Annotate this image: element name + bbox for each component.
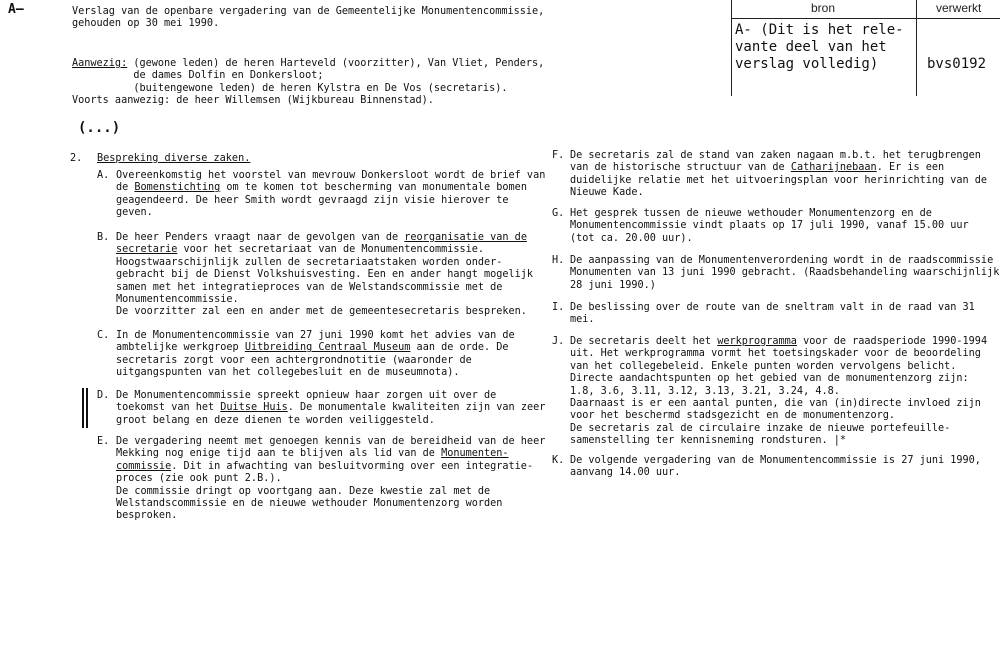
paragraph-line [570, 267, 999, 279]
text-segment: toekomst van het [116, 402, 221, 414]
paragraph-line [116, 390, 545, 402]
underlined-term: Catharijnebaan [790, 162, 877, 174]
paragraph-line [570, 220, 969, 232]
paragraph-line [570, 187, 987, 199]
paragraph-line [570, 435, 987, 447]
paragraph-line [570, 302, 975, 314]
item-letter-E: E. [97, 436, 110, 447]
paragraph-line [116, 244, 533, 256]
text-segment: Het gesprek tussen de nieuwe wethouder Monumentenzorg en de [570, 208, 932, 219]
text-segment: Directe aandachtspunten op het gebied van de monumentenzorg zijn: [570, 373, 969, 385]
text-segment: . De monumentale kwaliteiten zijn van zeer [287, 402, 546, 414]
paragraph-line [116, 510, 545, 522]
paragraph-line [116, 367, 515, 379]
title-line: Verslag van de openbare vergadering van de Gemeentelijke Monumentencommissie, [72, 6, 545, 17]
aanwezig-label: Aanwezig: [72, 58, 128, 69]
table-border-left [731, 0, 732, 96]
text-segment: geagendeerd. De heer Smith wordt gevraagd zijn visie hierover te [116, 194, 509, 206]
paragraph-line [570, 280, 999, 292]
item-A-text [116, 170, 545, 220]
underlined-term: reorganisatie van de [404, 232, 527, 243]
item-K-text [570, 455, 981, 480]
item-E-text [116, 436, 545, 523]
item-letter-J: J. [552, 336, 565, 347]
text-segment: 28 juni 1990.) [570, 279, 656, 291]
text-segment: samen met het integratieproces van de Welstandscommissie met de [116, 281, 503, 293]
item-J-text [570, 336, 987, 448]
text-segment: De secretaris zal de stand van zaken nagaan m.b.t. het terugbrengen [570, 150, 981, 161]
bron-note-line: verslag volledig) [735, 56, 879, 72]
text-segment: aanvang 14.00 uur. [570, 467, 681, 479]
paragraph-line [116, 448, 545, 460]
paragraph-line [116, 355, 515, 367]
text-segment: uit. Het werkprogramma vormt het toetsingskader voor de beoordeling [570, 348, 981, 360]
text-segment: van de historische structuur van de [570, 162, 791, 174]
paragraph-line [570, 233, 969, 245]
text-segment: gebracht bij de Dienst Volkshuisvesting. Een en ander hangt mogelijk [116, 269, 534, 281]
text-segment: besproken. [116, 510, 178, 522]
text-segment: aan de orde. De [410, 342, 509, 354]
paragraph-line [116, 461, 545, 473]
item-letter-K: K. [552, 455, 565, 466]
paragraph-line [116, 207, 545, 219]
text-segment: samenstelling ter kennisneming rondsturen. |* [570, 435, 847, 447]
paragraph-line [116, 282, 533, 294]
text-segment: De heer Penders vraagt naar de gevolgen van de [116, 232, 405, 243]
paragraph-line [570, 314, 975, 326]
ellipsis: (...) [78, 120, 121, 136]
text-segment: Overeenkomstig het voorstel van mevrouw Donkersloot wordt de brief van [116, 170, 546, 181]
paragraph-line [116, 182, 545, 194]
text-segment: In de Monumentencommissie van 27 juni 1990 komt het advies van de [116, 330, 515, 341]
paragraph-line [116, 306, 533, 318]
paragraph-line [116, 294, 533, 306]
paragraph-line [570, 410, 987, 422]
paragraph-line [116, 473, 545, 485]
paragraph-line [570, 455, 981, 467]
item-letter-F: F. [552, 150, 565, 161]
paragraph-line [116, 436, 545, 448]
text-segment: De aanpassing van de Monumentenverordening wordt in de raadscommissie [570, 255, 994, 266]
text-segment: duidelijke relatie met het uitvoeringsplan voor herinrichting van de [570, 174, 988, 186]
underlined-term: secretarie [116, 244, 178, 256]
paragraph-line [116, 232, 533, 244]
text-segment: Daarnaast is er een aantal punten, die van (in)directe invloed zijn [570, 398, 981, 410]
margin-bar [82, 388, 84, 428]
paragraph-line [570, 150, 987, 162]
text-segment: voor het secretariaat van de Monumentencommissie. [177, 244, 485, 256]
document-title [72, 6, 544, 31]
item-letter-B: B. [97, 232, 110, 243]
item-F-text [570, 150, 987, 200]
text-segment: 1.8, 3.6, 3.11, 3.12, 3.13, 3.21, 3.24, 4.8. [570, 385, 840, 397]
text-segment: proces (zie ook punt 2.B.). [116, 473, 282, 485]
text-segment: voor de raadsperiode 1990-1994 [796, 336, 988, 347]
margin-bar [86, 388, 88, 428]
text-segment: Hoogstwaarschijnlijk zullen de secretariaatstaken worden onder- [116, 256, 503, 268]
paragraph-line [116, 402, 545, 414]
paragraph-line [570, 162, 987, 174]
column-header-bron: bron [811, 1, 836, 15]
paragraph-line [116, 330, 515, 342]
text-segment: mei. [570, 314, 595, 326]
text-segment: om te komen tot bescherming van monumentale bomen [220, 182, 527, 194]
text-segment: geven. [116, 207, 153, 219]
text-segment: Mekking nog enige tijd aan te blijven als lid van de [116, 448, 442, 460]
item-letter-C: C. [97, 330, 110, 341]
text-segment: secretaris zorgt voor een achtergrondnotitie (waaronder de [116, 354, 472, 366]
item-G-text [570, 208, 969, 245]
paragraph-line [570, 175, 987, 187]
text-segment: Monumentencommissie vindt plaats op 17 juli 1990, vanaf 15.00 uur [570, 220, 969, 232]
paragraph-line [570, 336, 987, 348]
text-segment: De commissie dringt op voortgang aan. Deze kwestie zal met de [116, 485, 491, 497]
text-segment: groot belang en deze dienen te worden veiliggesteld. [116, 414, 435, 426]
item-B-text [116, 232, 533, 319]
paragraph-line [570, 255, 999, 267]
attendance-line: (buitengewone leden) de heren Kylstra en De Vos (secretaris). [72, 82, 508, 94]
paragraph-line [116, 342, 515, 354]
text-segment: De Monumentencommissie spreekt opnieuw haar zorgen uit over de [116, 390, 497, 401]
underlined-term: commissie [116, 460, 172, 472]
bron-note-line: vante deel van het [735, 39, 887, 55]
item-C-text [116, 330, 515, 380]
verwerkt-value: bvs0192 [927, 56, 987, 72]
margin-mark: A– [8, 2, 24, 17]
item-D-text [116, 390, 545, 427]
underlined-term: Bomenstichting [134, 182, 221, 194]
paragraph-line [570, 423, 987, 435]
text-segment: Monumenten van 13 juni 1990 gebracht. (Raadsbehandeling waarschijnlijk [570, 267, 1000, 279]
paragraph-line [116, 257, 533, 269]
text-segment: uitgangspunten van het collegebesluit en de museumnota). [116, 367, 460, 379]
text-segment: De beslissing over de route van de sneltram valt in de raad van 31 [570, 302, 975, 313]
text-segment: De volgende vergadering van de Monumentencommissie is 27 juni 1990, [570, 455, 981, 466]
paragraph-line [570, 386, 987, 398]
item-letter-A: A. [97, 170, 110, 181]
paragraph-line [570, 467, 981, 479]
text-segment: van het collegebeleid. Enkele punten worden vervolgens belicht. [570, 360, 957, 372]
section-number: 2. [70, 153, 83, 164]
item-H-text [570, 255, 999, 292]
text-segment: de [116, 182, 135, 194]
text-segment: Welstandscommissie en de nieuwe wethouder Monumentenzorg worden [116, 498, 503, 510]
paragraph-line [570, 398, 987, 410]
item-letter-H: H. [552, 255, 565, 266]
paragraph-line [570, 348, 987, 360]
underlined-term: Duitse Huis [220, 402, 288, 414]
paragraph-line [116, 498, 545, 510]
title-line: gehouden op 30 mei 1990. [72, 18, 220, 30]
underlined-term: Monumenten- [441, 448, 509, 460]
item-I-text [570, 302, 975, 327]
source-table [731, 0, 1000, 96]
bron-note-line: A- (Dit is het rele- [735, 22, 904, 38]
text-segment: . Dit in afwachting van besluitvorming over een integratie- [171, 460, 534, 472]
underlined-term: werkprogramma [717, 336, 797, 347]
attendance-line: de dames Dolfin en Donkersloot; [72, 70, 324, 82]
text-segment: De secretaris deelt het [570, 336, 718, 347]
paragraph-line [116, 195, 545, 207]
table-column-divider [916, 0, 917, 96]
attendance-line: Voorts aanwezig: de heer Willemsen (Wijkbureau Binnenstad). [72, 95, 434, 107]
text-segment: Monumentencommissie. [116, 294, 239, 306]
bron-note [735, 22, 904, 73]
table-header-divider [731, 18, 1000, 19]
paragraph-line [570, 361, 987, 373]
paragraph-line [116, 486, 545, 498]
paragraph-line [116, 269, 533, 281]
text-segment: ambtelijke werkgroep [116, 342, 245, 354]
paragraph-line [570, 208, 969, 220]
text-segment: De vergadering neemt met genoegen kennis van de bereidheid van de heer [116, 436, 546, 447]
text-segment: De secretaris zal de circulaire inzake de nieuwe portefeuille- [570, 422, 951, 434]
text-segment: voor het beschermd stadsgezicht en de monumentenzorg. [570, 410, 896, 422]
text-segment: (tot ca. 20.00 uur). [570, 232, 693, 244]
column-header-verwerkt: verwerkt [936, 1, 982, 15]
item-letter-I: I. [552, 302, 565, 313]
item-letter-G: G. [552, 208, 565, 219]
text-segment: De voorzitter zal een en ander met de gemeentesecretaris bespreken. [116, 306, 527, 318]
paragraph-line [570, 373, 987, 385]
paragraph-line [116, 170, 545, 182]
paragraph-line [116, 415, 545, 427]
underlined-term: Uitbreiding Centraal Museum [244, 342, 411, 354]
text-segment: Nieuwe Kade. [570, 187, 644, 199]
section-title: Bespreking diverse zaken. [97, 153, 251, 164]
text-segment: . Er is een [876, 162, 945, 174]
item-letter-D: D. [97, 390, 110, 401]
attendance-block [72, 58, 544, 108]
attendance-line: (gewone leden) de heren Harteveld (voorzitter), Van Vliet, Penders, [127, 58, 545, 69]
